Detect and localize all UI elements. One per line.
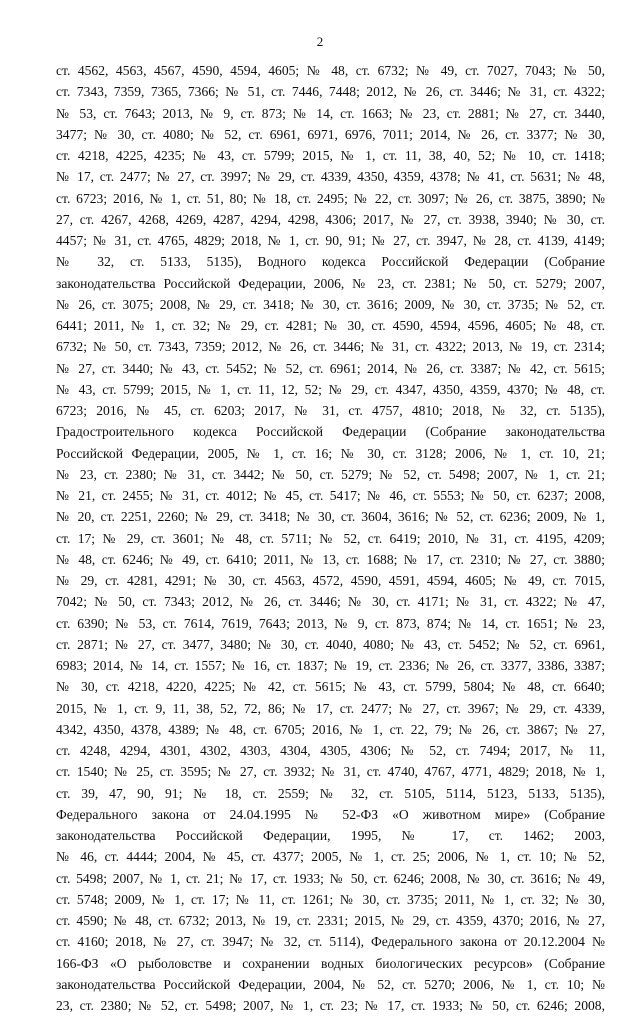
text-line: 6732; № 50, ст. 7343, 7359; 2012, № 26, ст. 3446; № 31, ст. 4322; 2013, № 19, ст. 2314;	[56, 339, 605, 355]
text-line: № 20, ст. 2251, 2260; № 29, ст. 3418; № 30, ст. 3604, 3616; № 52, ст. 6236; 2009, № 1,	[56, 509, 605, 525]
text-line: ст. 6390; № 53, ст. 7614, 7619, 7643; 2013, № 9, ст. 873, 874; № 14, ст. 1651; № 23,	[56, 615, 605, 631]
text-line: ст. 17; № 29, ст. 3601; № 48, ст. 5711; № 52, ст. 6419; 2010, № 31, ст. 4195, 4209;	[56, 530, 605, 546]
text-line: № 30, ст. 4218, 4220, 4225; № 42, ст. 5615; № 43, ст. 5799, 5804; № 48, ст. 6640;	[56, 679, 605, 695]
text-line: 23, ст. 2380; № 52, ст. 5498; 2007, № 1, ст. 23; № 17, ст. 1933; № 50, ст. 6246; 2008,	[56, 998, 605, 1013]
text-line: № 46, ст. 4444; 2004, № 45, ст. 4377; 2005, № 1, ст. 25; 2006, № 1, ст. 10; № 52,	[56, 849, 605, 865]
text-line: законодательства Российской Федерации, 1995, № 17, ст. 1462; 2003,	[56, 828, 605, 843]
text-line: ст. 5498; 2007, № 1, ст. 21; № 17, ст. 1933; № 50, ст. 6246; 2008, № 30, ст. 3616; № 49,	[56, 870, 605, 886]
text-line: № 48, ст. 6246; № 49, ст. 6410; 2011, № 13, ст. 1688; № 17, ст. 2310; № 27, ст. 3880;	[56, 551, 605, 567]
text-line: № 26, ст. 3075; 2008, № 29, ст. 3418; № 30, ст. 3616; 2009, № 30, ст. 3735; № 52, ст.	[56, 296, 605, 312]
text-line: 4342, 4350, 4378, 4389; № 48, ст. 6705; 2016, № 1, ст. 22, 79; № 26, ст. 3867; № 27,	[56, 721, 605, 737]
text-line: № 43, ст. 5799; 2015, № 1, ст. 11, 12, 52; № 29, ст. 4347, 4350, 4359, 4370; № 48, ст.	[56, 381, 605, 397]
text-line: 6441; 2011, № 1, ст. 32; № 29, ст. 4281; № 30, ст. 4590, 4594, 4596, 4605; № 48, ст.	[56, 318, 605, 333]
text-line: ст. 4248, 4294, 4301, 4302, 4303, 4304, 4305, 4306; № 52, ст. 7494; 2017, № 11,	[56, 743, 605, 758]
text-line: законодательства Российской Федерации, 2004, № 52, ст. 5270; 2006, № 1, ст. 10; №	[56, 976, 605, 992]
text-line: 6983; 2014, № 14, ст. 1557; № 16, ст. 1837; № 19, ст. 2336; № 26, ст. 3377, 3386, 3387;	[56, 658, 605, 673]
body-text	[56, 60, 605, 1016]
text-line: 166-ФЗ «О рыболовстве и сохранении водных биологических ресурсов» (Собрание	[56, 955, 605, 971]
text-line: № 27, ст. 3440; № 43, ст. 5452; № 52, ст. 6961; 2014, № 26, ст. 3387; № 42, ст. 5615;	[56, 360, 605, 376]
text-line: № 29, ст. 4281, 4291; № 30, ст. 4563, 4572, 4590, 4591, 4594, 4605; № 49, ст. 7015,	[56, 573, 605, 588]
text-line: законодательства Российской Федерации, 2006, № 23, ст. 2381; № 50, ст. 5279; 2007,	[56, 275, 605, 291]
page-number: 2	[316, 34, 324, 49]
text-line: Российской Федерации, 2005, № 1, ст. 16; № 30, ст. 3128; 2006, № 1, ст. 10, 21;	[56, 445, 605, 461]
text-line: ст. 4218, 4225, 4235; № 43, ст. 5799; 2015, № 1, ст. 11, 38, 40, 52; № 10, ст. 1418;	[56, 148, 605, 163]
text-line: ст. 1540; № 25, ст. 3595; № 27, ст. 3932; № 31, ст. 4740, 4767, 4771, 4829; 2018, № 1,	[56, 764, 605, 780]
text-line: ст. 39, 47, 90, 91; № 18, ст. 2559; № 32, ст. 5105, 5114, 5123, 5133, 5135),	[56, 785, 605, 801]
text-line: ст. 4160; 2018, № 27, ст. 3947; № 32, ст. 5114), Федерального закона от 20.12.2004 №	[56, 934, 605, 950]
text-line: ст. 7343, 7359, 7365, 7366; № 51, ст. 7446, 7448; 2012, № 26, ст. 3446; № 31, ст. 4322;	[56, 84, 605, 100]
text-line: № 23, ст. 2380; № 31, ст. 3442; № 50, ст. 5279; № 52, ст. 5498; 2007, № 1, ст. 21;	[56, 466, 605, 482]
text-line: Градостроительного кодекса Российской Федерации (Собрание законодательства	[56, 424, 605, 440]
text-line: ст. 6723; 2016, № 1, ст. 51, 80; № 18, ст. 2495; № 22, ст. 3097; № 26, ст. 3875, 3890; №	[56, 190, 605, 206]
text-line: ст. 5748; 2009, № 1, ст. 17; № 11, ст. 1261; № 30, ст. 3735; 2011, № 1, ст. 32; № 30,	[56, 891, 605, 907]
text-line: № 32, ст. 5133, 5135), Водного кодекса Российской Федерации (Собрание	[56, 254, 605, 270]
text-line: 3477; № 30, ст. 4080; № 52, ст. 6961, 6971, 6976, 7011; 2014, № 26, ст. 3377; № 30,	[56, 126, 605, 142]
text-line: № 53, ст. 7643; 2013, № 9, ст. 873; № 14, ст. 1663; № 23, ст. 2881; № 27, ст. 3440,	[56, 105, 605, 121]
text-line: ст. 2871; № 27, ст. 3477, 3480; № 30, ст. 4040, 4080; № 43, ст. 5452; № 52, ст. 6961,	[56, 636, 605, 652]
text-line: ст. 4562, 4563, 4567, 4590, 4594, 4605; № 48, ст. 6732; № 49, ст. 7027, 7043; № 50,	[56, 63, 605, 78]
text-line: Федерального закона от 24.04.1995 № 52-ФЗ «О животном мире» (Собрание	[56, 806, 605, 822]
text-line: № 17, ст. 2477; № 27, ст. 3997; № 29, ст. 4339, 4350, 4359, 4378; № 41, ст. 5631; № 48,	[56, 169, 605, 185]
text-line: 4457; № 31, ст. 4765, 4829; 2018, № 1, ст. 90, 91; № 27, ст. 3947, № 28, ст. 4139, 4149;	[56, 233, 605, 248]
text-line: 6723; 2016, № 45, ст. 6203; 2017, № 31, ст. 4757, 4810; 2018, № 32, ст. 5135),	[56, 403, 605, 418]
text-line: ст. 4590; № 48, ст. 6732; 2013, № 19, ст. 2331; 2015, № 29, ст. 4359, 4370; 2016, № 27,	[56, 913, 605, 928]
text-line: 2015, № 1, ст. 9, 11, 38, 52, 72, 86; № 17, ст. 2477; № 27, ст. 3967; № 29, ст. 4339,	[56, 700, 605, 716]
text-line: 27, ст. 4267, 4268, 4269, 4287, 4294, 4298, 4306; 2017, № 27, ст. 3938, 3940; № 30, ст.	[56, 211, 605, 227]
text-line: 7042; № 50, ст. 7343; 2012, № 26, ст. 3446; № 30, ст. 4171; № 31, ст. 4322; № 47,	[56, 594, 605, 610]
text-line: № 21, ст. 2455; № 31, ст. 4012; № 45, ст. 5417; № 46, ст. 5553; № 50, ст. 6237; 2008,	[56, 488, 605, 503]
